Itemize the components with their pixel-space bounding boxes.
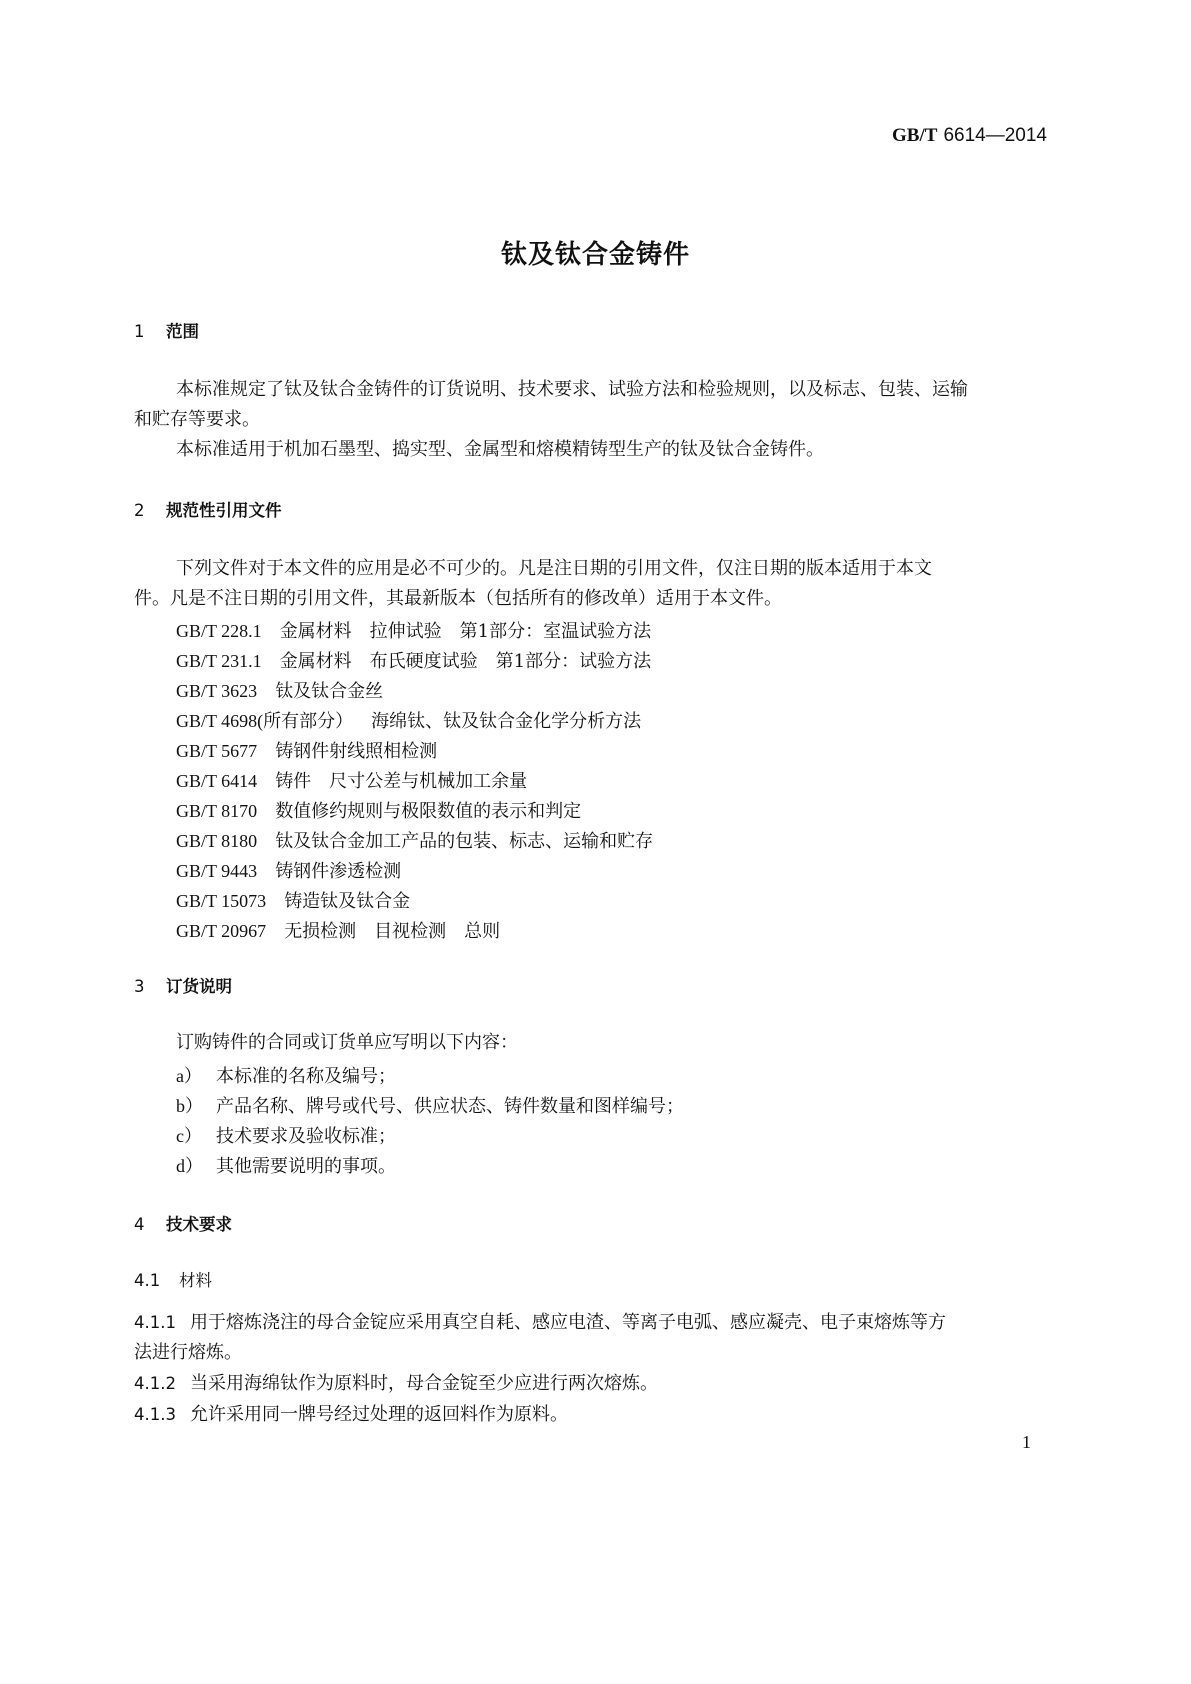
subsection-number: 4.1 <box>134 1271 161 1290</box>
reference-title: 金属材料 拉伸试验 第1部分：室温试验方法 <box>279 621 652 642</box>
list-marker: a） <box>176 1066 202 1086</box>
reference-item <box>176 647 651 673</box>
clause-4-1-3 <box>134 1400 568 1426</box>
list-marker: c） <box>176 1126 202 1146</box>
clause-4-1-2 <box>134 1369 658 1395</box>
section-title: 规范性引用文件 <box>166 501 282 520</box>
reference-item <box>176 677 383 703</box>
standard-code <box>0 124 1047 147</box>
list-text: 其他需要说明的事项。 <box>216 1156 396 1177</box>
reference-code: GB/T 228.1 <box>176 621 262 641</box>
clause-text: 当采用海绵钛作为原料时，母合金锭至少应进行两次熔炼。 <box>189 1373 658 1394</box>
reference-title: 铸钢件射线照相检测 <box>275 741 438 762</box>
reference-code: GB/T 20967 <box>176 921 267 941</box>
reference-item <box>176 767 527 793</box>
reference-title: 无损检测 目视检测 总则 <box>284 921 501 942</box>
reference-title: 钛及钛合金丝 <box>275 681 384 702</box>
ordering-intro: 订购铸件的合同或订货单应写明以下内容： <box>176 1032 518 1053</box>
list-text: 本标准的名称及编号； <box>216 1066 396 1087</box>
reference-code: GB/T 9443 <box>176 861 258 881</box>
reference-code: GB/T 231.1 <box>176 651 262 671</box>
reference-item <box>176 887 410 913</box>
reference-title: 钛及钛合金加工产品的包装、标志、运输和贮存 <box>275 831 654 852</box>
reference-item <box>176 827 653 853</box>
section-heading-technical-requirements <box>134 1211 232 1235</box>
reference-code: GB/T 8180 <box>176 831 258 851</box>
scope-paragraph-line: 本标准规定了钛及钛合金铸件的订货说明、技术要求、试验方法和检验规则，以及标志、包装、运输 <box>176 379 968 400</box>
clause-text: 用于熔炼浇注的母合金锭应采用真空自耗、感应电渣、等离子电弧、感应凝壳、电子束熔炼等方 <box>189 1312 946 1333</box>
ordering-list-item <box>176 1152 396 1178</box>
reference-item <box>176 857 401 883</box>
reference-code: GB/T 8170 <box>176 801 258 821</box>
section-number: 2 <box>134 501 145 520</box>
section-heading-ordering-info <box>134 973 232 997</box>
reference-code: GB/T 6414 <box>176 771 258 791</box>
section-title: 范围 <box>166 322 199 341</box>
standard-number: 6614—2014 <box>943 125 1047 146</box>
reference-item <box>176 737 437 763</box>
reference-title: 金属材料 布氏硬度试验 第1部分：试验方法 <box>279 651 652 672</box>
list-marker: d） <box>176 1156 203 1176</box>
clause-4-1-1-continuation: 法进行熔炼。 <box>134 1342 242 1363</box>
section-heading-scope <box>134 318 199 342</box>
section-heading-normative-references <box>134 497 282 521</box>
section-title: 技术要求 <box>166 1215 232 1234</box>
list-text: 技术要求及验收标准； <box>216 1126 396 1147</box>
ordering-list-item <box>176 1092 684 1118</box>
reference-title: 铸造钛及钛合金 <box>284 891 411 912</box>
subsection-title: 材料 <box>179 1271 212 1290</box>
page-number: 1 <box>1022 1432 1031 1452</box>
clause-number: 4.1.2 <box>134 1374 176 1393</box>
references-intro-line: 件。凡是不注日期的引用文件，其最新版本（包括所有的修改单）适用于本文件。 <box>134 588 782 609</box>
clause-4-1-1 <box>134 1308 946 1334</box>
reference-item <box>176 797 581 823</box>
section-number: 3 <box>134 977 145 996</box>
reference-title: 海绵钛、钛及钛合金化学分析方法 <box>371 711 642 732</box>
standard-prefix: GB/T <box>892 125 938 146</box>
reference-item <box>176 707 641 733</box>
scope-paragraph-line: 本标准适用于机加石墨型、捣实型、金属型和熔模精铸型生产的钛及钛合金铸件。 <box>176 439 824 460</box>
ordering-list-item <box>176 1062 396 1088</box>
reference-code: GB/T 3623 <box>176 681 258 701</box>
section-number: 1 <box>134 322 145 341</box>
section-title: 订货说明 <box>166 977 232 996</box>
scope-paragraph-line: 和贮存等要求。 <box>134 409 260 430</box>
reference-title: 铸钢件渗透检测 <box>275 861 402 882</box>
reference-title: 数值修约规则与极限数值的表示和判定 <box>275 801 582 822</box>
subsection-heading-materials <box>134 1267 212 1291</box>
list-marker: b） <box>176 1096 203 1116</box>
section-number: 4 <box>134 1215 145 1234</box>
clause-number: 4.1.1 <box>134 1313 176 1332</box>
document-title: 钛及钛合金铸件 <box>500 240 690 270</box>
reference-item <box>176 917 500 943</box>
reference-item <box>176 617 651 643</box>
reference-code: GB/T 5677 <box>176 741 258 761</box>
clause-number: 4.1.3 <box>134 1405 176 1424</box>
references-intro-line: 下列文件对于本文件的应用是必不可少的。凡是注日期的引用文件，仅注日期的版本适用于本文 <box>176 558 932 579</box>
reference-code: GB/T 15073 <box>176 891 267 911</box>
reference-title: 铸件 尺寸公差与机械加工余量 <box>275 771 528 792</box>
list-text: 产品名称、牌号或代号、供应状态、铸件数量和图样编号； <box>216 1096 684 1117</box>
clause-text: 允许采用同一牌号经过处理的返回料作为原料。 <box>189 1404 568 1425</box>
ordering-list-item <box>176 1122 396 1148</box>
reference-code: GB/T 4698(所有部分） <box>176 711 354 731</box>
